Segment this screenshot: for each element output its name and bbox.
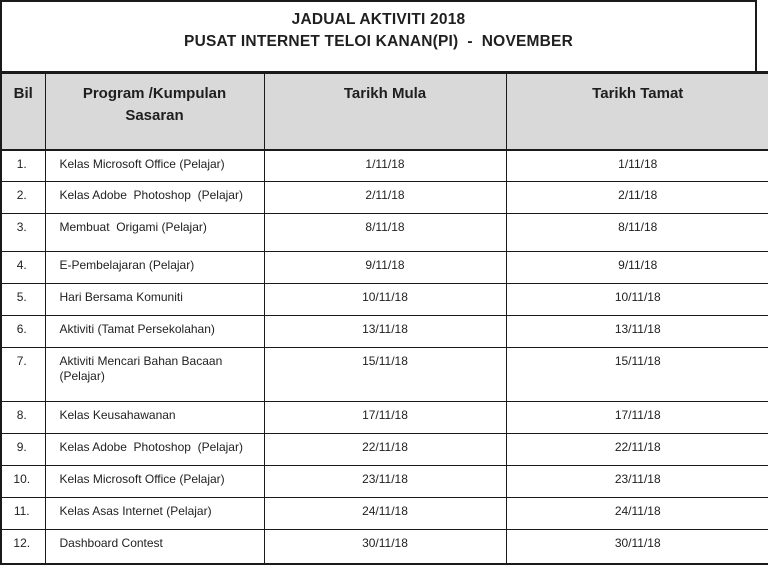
- table-row: [1, 182, 768, 214]
- end-date-cell: 15/11/18: [506, 348, 768, 402]
- column-header-program-label: Program /Kumpulan Sasaran: [82, 85, 227, 124]
- table-row: [1, 434, 768, 466]
- start-date-cell: 15/11/18: [264, 348, 506, 402]
- column-header-tarikh-tamat: [506, 73, 768, 150]
- start-date-cell: 10/11/18: [264, 284, 506, 316]
- start-date-cell: 2/11/18: [264, 182, 506, 214]
- start-date-cell: 23/11/18: [264, 466, 506, 498]
- program-cell: Kelas Adobe Photoshop (Pelajar): [45, 434, 264, 466]
- end-date-cell: 22/11/18: [506, 434, 768, 466]
- row-number-cell: 12.: [1, 530, 45, 564]
- program-cell: Hari Bersama Komuniti: [45, 284, 264, 316]
- table-row: [1, 150, 768, 182]
- program-cell: E-Pembelajaran (Pelajar): [45, 252, 264, 284]
- row-number-cell: 6.: [1, 316, 45, 348]
- column-header-tarikh-mula-label: Tarikh Mula: [343, 85, 427, 102]
- column-header-tarikh-mula: [264, 73, 506, 150]
- row-number-cell: 8.: [1, 402, 45, 434]
- table-row: [1, 214, 768, 252]
- table-body: [1, 150, 768, 564]
- start-date-cell: 8/11/18: [264, 214, 506, 252]
- start-date-cell: 30/11/18: [264, 530, 506, 564]
- start-date-cell: 24/11/18: [264, 498, 506, 530]
- table-row: [1, 316, 768, 348]
- start-date-cell: 22/11/18: [264, 434, 506, 466]
- document-title-box: [0, 0, 757, 78]
- table-header-row: [1, 73, 768, 150]
- program-cell: Kelas Keusahawanan: [45, 402, 264, 434]
- end-date-cell: 23/11/18: [506, 466, 768, 498]
- table-row: [1, 348, 768, 402]
- program-cell: Kelas Adobe Photoshop (Pelajar): [45, 182, 264, 214]
- end-date-cell: 2/11/18: [506, 182, 768, 214]
- program-cell: Aktiviti (Tamat Persekolahan): [45, 316, 264, 348]
- table-row: [1, 466, 768, 498]
- row-number-cell: 11.: [1, 498, 45, 530]
- end-date-cell: 9/11/18: [506, 252, 768, 284]
- start-date-cell: 1/11/18: [264, 150, 506, 182]
- table-row: [1, 402, 768, 434]
- start-date-cell: 13/11/18: [264, 316, 506, 348]
- end-date-cell: 17/11/18: [506, 402, 768, 434]
- end-date-cell: 10/11/18: [506, 284, 768, 316]
- start-date-cell: 9/11/18: [264, 252, 506, 284]
- program-cell: Kelas Asas Internet (Pelajar): [45, 498, 264, 530]
- table-row: [1, 498, 768, 530]
- program-cell: Membuat Origami (Pelajar): [45, 214, 264, 252]
- end-date-cell: 13/11/18: [506, 316, 768, 348]
- end-date-cell: 1/11/18: [506, 150, 768, 182]
- activity-schedule-table: [0, 71, 768, 565]
- row-number-cell: 9.: [1, 434, 45, 466]
- row-number-cell: 4.: [1, 252, 45, 284]
- row-number-cell: 7.: [1, 348, 45, 402]
- row-number-cell: 10.: [1, 466, 45, 498]
- start-date-cell: 17/11/18: [264, 402, 506, 434]
- column-header-bil: [1, 73, 45, 150]
- document-title-line1: JADUAL AKTIVITI 2018: [291, 11, 466, 28]
- program-cell: Kelas Microsoft Office (Pelajar): [45, 466, 264, 498]
- end-date-cell: 8/11/18: [506, 214, 768, 252]
- program-cell: Kelas Microsoft Office (Pelajar): [45, 150, 264, 182]
- table-row: [1, 284, 768, 316]
- row-number-cell: 2.: [1, 182, 45, 214]
- row-number-cell: 3.: [1, 214, 45, 252]
- end-date-cell: 30/11/18: [506, 530, 768, 564]
- end-date-cell: 24/11/18: [506, 498, 768, 530]
- program-cell: Aktiviti Mencari Bahan Bacaan (Pelajar): [45, 348, 264, 402]
- document-title-line2: PUSAT INTERNET TELOI KANAN(PI) - NOVEMBER: [184, 33, 573, 50]
- row-number-cell: 1.: [1, 150, 45, 182]
- program-cell: Dashboard Contest: [45, 530, 264, 564]
- column-header-tarikh-tamat-label: Tarikh Tamat: [592, 85, 684, 102]
- column-header-program: [45, 73, 264, 150]
- row-number-cell: 5.: [1, 284, 45, 316]
- column-header-bil-label: Bil: [13, 85, 33, 102]
- table-row: [1, 252, 768, 284]
- table-row: [1, 530, 768, 564]
